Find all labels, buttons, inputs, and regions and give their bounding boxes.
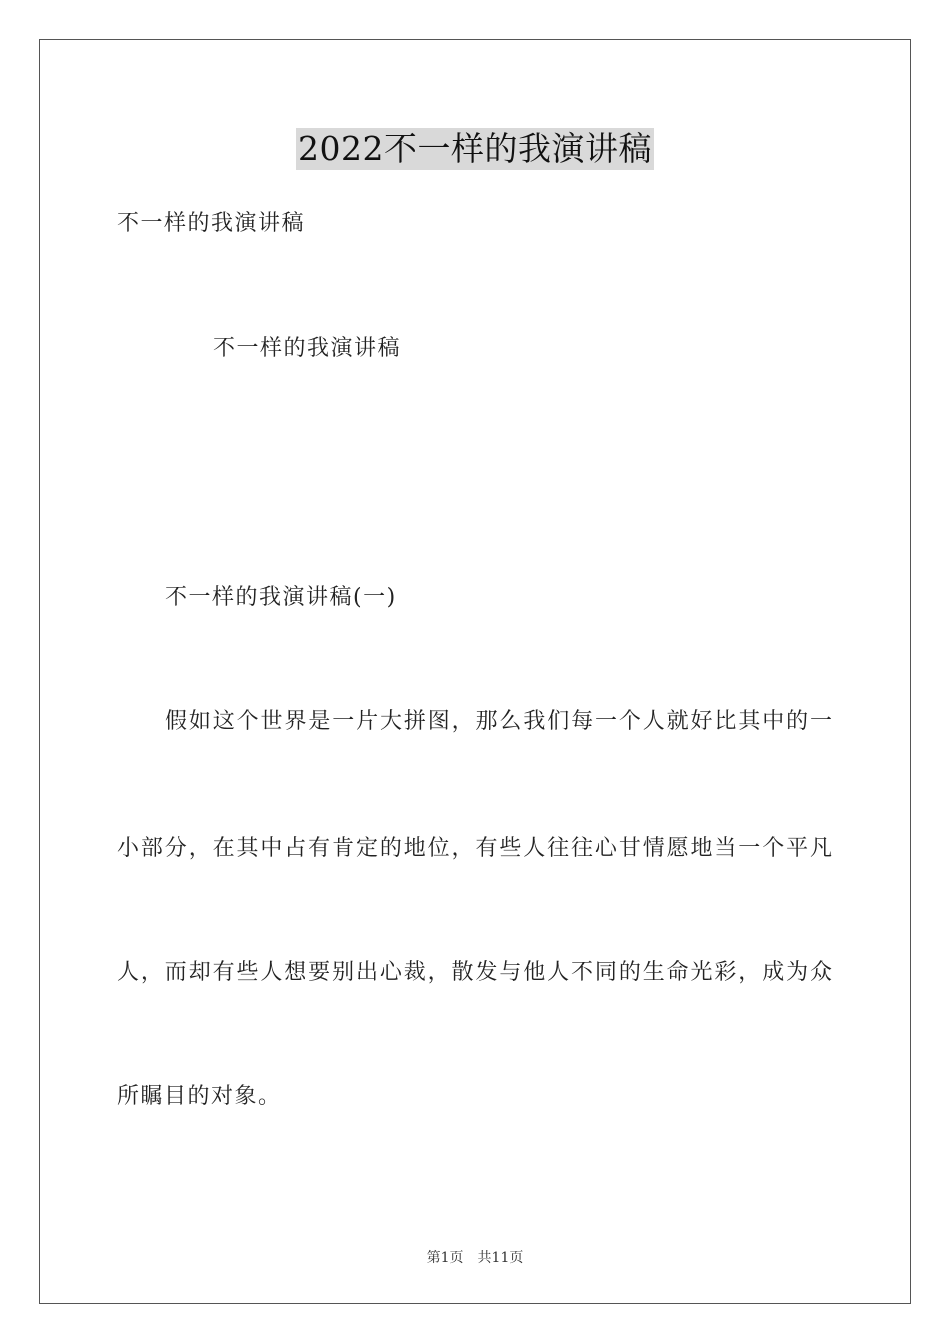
- heading-line: 不一样的我演讲稿: [213, 336, 402, 361]
- subtitle-line: 不一样的我演讲稿: [117, 211, 306, 236]
- title-container: [0, 128, 950, 170]
- paragraph-line-2: 小部分，在其中占有肯定的地位，有些人往往心甘情愿地当一个平凡: [117, 836, 832, 861]
- document-title: 2022不一样的我演讲稿: [298, 129, 652, 168]
- paragraph-line-3: 人，而却有些人想要别出心裁，散发与他人不同的生命光彩，成为众: [117, 960, 832, 985]
- section-heading: 不一样的我演讲稿(一): [165, 585, 397, 610]
- paragraph-line-1: 假如这个世界是一片大拼图，那么我们每一个人就好比其中的一: [165, 709, 832, 734]
- paragraph-line-4: 所瞩目的对象。: [117, 1084, 282, 1109]
- page-footer: 第1页 共11页: [426, 1250, 524, 1266]
